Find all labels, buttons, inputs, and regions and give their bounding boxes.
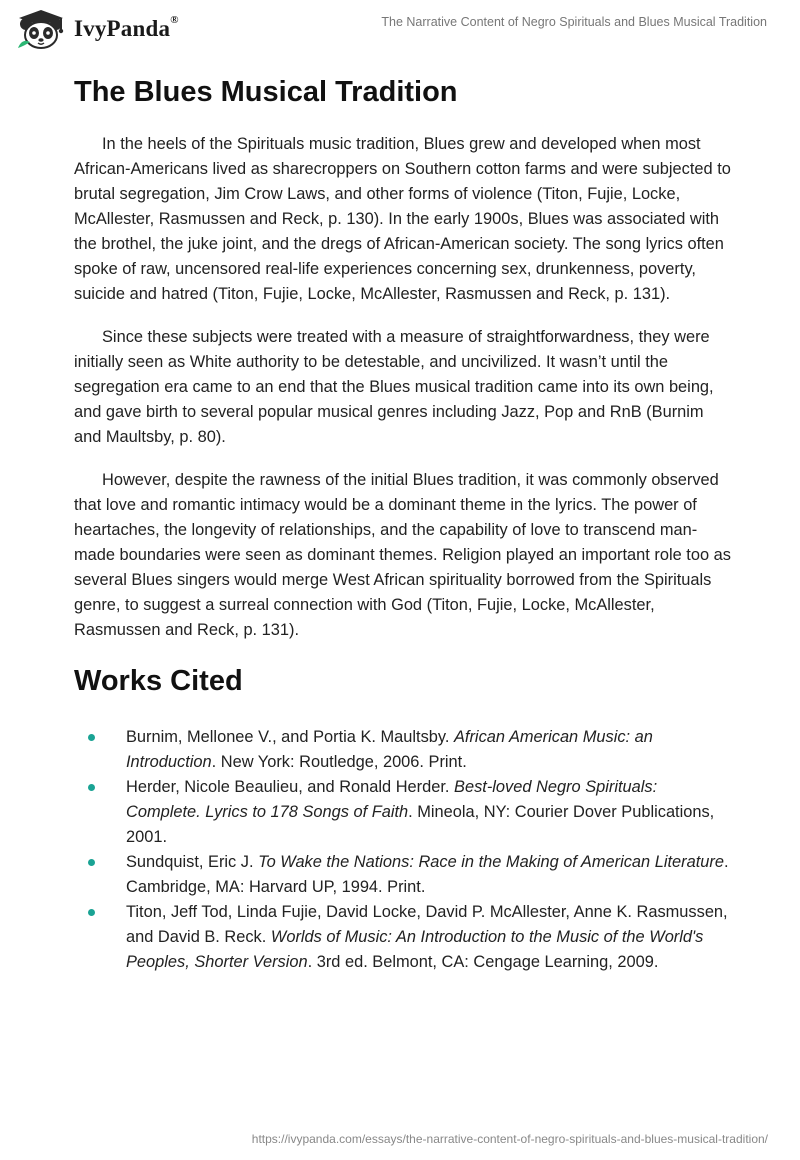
- reference-publication: . New York: Routledge, 2006. Print.: [211, 753, 467, 771]
- reference-title: To Wake the Nations: Race in the Making of American Literature: [258, 853, 724, 871]
- reference-authors: Herder, Nicole Beaulieu, and Ronald Herder.: [126, 778, 455, 796]
- bullet-icon: [88, 734, 95, 741]
- section-heading-works-cited: Works Cited: [74, 665, 243, 697]
- source-url-link[interactable]: https://ivypanda.com/essays/the-narrative-content-of-negro-spirituals-and-blues-musical-tradition/: [251, 1132, 768, 1146]
- section-heading-blues: The Blues Musical Tradition: [74, 76, 458, 108]
- bullet-icon: [88, 909, 95, 916]
- document-body: [74, 72, 734, 975]
- bullet-icon: [88, 859, 95, 866]
- reference-item: [74, 850, 734, 900]
- body-paragraph: Since these subjects were treated with a measure of straightforwardness, they were initially seen as White authority to be detestable, and uncivilized. It wasn’t until the segregation era came to an end that the Blues musical tradition came into its own being, and gave birth to several popular musical genres including Jazz, Pop and RnB (Burnim and Maultsby, p. 80).: [74, 328, 714, 446]
- reference-item: [74, 725, 734, 775]
- reference-publication: . Mineola, NY: Courier Dover Publications, 2001.: [126, 803, 715, 846]
- ivypanda-logo[interactable]: [14, 8, 179, 50]
- brand-name: IvyPanda®: [74, 14, 179, 41]
- reference-publication: . 3rd ed. Belmont, CA: Cengage Learning, 2009.: [307, 953, 659, 971]
- reference-title: Worlds of Music: An Introduction to the Music of the World's Peoples, Shorter Version: [126, 928, 704, 971]
- reference-title: Best-loved Negro Spirituals: Complete. Lyrics to 178 Songs of Faith: [126, 778, 658, 821]
- reference-item: [74, 775, 734, 850]
- body-paragraph: However, despite the rawness of the initial Blues tradition, it was commonly observed that love and romantic intimacy would be a dominant theme in the lyrics. The power of heartaches, the longevity of relationships, and the capability of love to transcend man-made boundaries were seen as dominant themes. Religion played an important role too as several Blues singers would merge West African spirituality borrowed from the Spirituals genre, to suggest a surreal connection with God (Titon, Fujie, Locke, McAllester, Rasmussen and Reck, p. 131).: [74, 471, 731, 639]
- reference-authors: Sundquist, Eric J.: [126, 853, 259, 871]
- page-header: [0, 0, 800, 60]
- reference-title: African American Music: an Introduction: [126, 728, 653, 771]
- reference-authors: Titon, Jeff Tod, Linda Fujie, David Locke, David P. McAllester, Anne K. Rasmussen, and David B. Reck.: [126, 903, 728, 946]
- reference-publication: . Cambridge, MA: Harvard UP, 1994. Print.: [126, 853, 729, 896]
- reference-authors: Burnim, Mellonee V., and Portia K. Maultsby.: [126, 728, 454, 746]
- bullet-icon: [88, 784, 95, 791]
- works-cited-list: [74, 725, 734, 975]
- running-title: The Narrative Content of Negro Spirituals and Blues Musical Tradition: [381, 15, 767, 29]
- panda-graduate-icon: [14, 8, 68, 50]
- reference-item: [74, 900, 734, 975]
- body-paragraph: In the heels of the Spirituals music tradition, Blues grew and developed when most African-Americans lived as sharecroppers on Southern cotton farms and were subjected to brutal segregation, Jim Crow Laws, and other forms of violence (Titon, Fujie, Locke, McAllester, Rasmussen and Reck, p. 130). In the early 1900s, Blues was associated with the brothel, the juke joint, and the dregs of African-American society. The song lyrics often spoke of raw, uncensored real-life experiences concerning sex, drunkenness, poverty, suicide and hatred (Titon, Fujie, Locke, McAllester, Rasmussen and Reck, p. 131).: [74, 135, 731, 303]
